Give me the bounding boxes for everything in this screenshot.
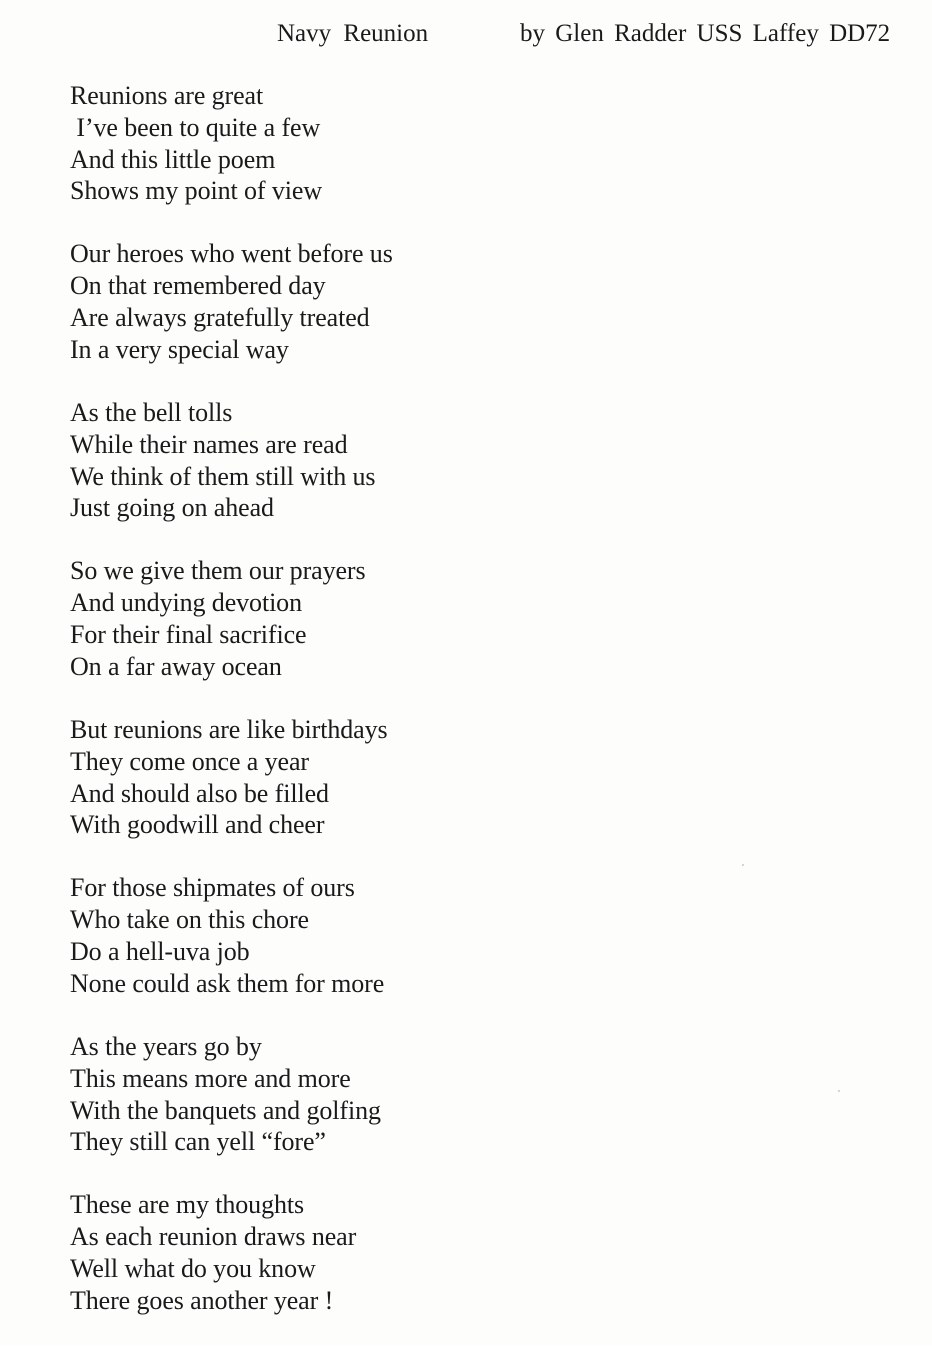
poem-line: As the years go by bbox=[70, 1031, 262, 1061]
poem-line: This means more and more bbox=[70, 1063, 351, 1093]
poem-line: None could ask them for more bbox=[70, 968, 385, 998]
scan-speck bbox=[742, 864, 744, 866]
poem-title: Navy Reunion bbox=[277, 20, 429, 47]
poem-line: And undying devotion bbox=[70, 588, 302, 618]
poem-line: With the banquets and golfing bbox=[70, 1095, 381, 1125]
poem-stanza bbox=[70, 1031, 570, 1158]
poem-stanza bbox=[70, 1189, 570, 1316]
poem-line: And should also be filled bbox=[70, 778, 329, 808]
poem-line: On that remembered day bbox=[70, 271, 326, 301]
poem-line: As each reunion draws near bbox=[70, 1222, 357, 1252]
poem-line: And this little poem bbox=[70, 144, 276, 174]
scan-speck bbox=[838, 1090, 840, 1092]
poem-line: Well what do you know bbox=[70, 1253, 316, 1283]
poem-line: Shows my point of view bbox=[70, 176, 323, 206]
poem-line: Who take on this chore bbox=[70, 905, 309, 935]
poem-line: Do a hell-uva job bbox=[70, 937, 250, 967]
poem-line: Are always gratefully treated bbox=[70, 303, 370, 333]
poem-line: On a far away ocean bbox=[70, 651, 282, 681]
poem-line: As the bell tolls bbox=[70, 397, 233, 427]
poem-line: There goes another year ! bbox=[70, 1285, 334, 1315]
poem-line: Our heroes who went before us bbox=[70, 239, 393, 269]
poem-stanza bbox=[70, 397, 570, 524]
poem-stanza bbox=[70, 238, 570, 365]
poem-line: While their names are read bbox=[70, 429, 348, 459]
poem-line: Just going on ahead bbox=[70, 493, 274, 523]
poem-line: But reunions are like birthdays bbox=[70, 714, 388, 744]
poem-line: So we give them our prayers bbox=[70, 556, 366, 586]
poem-line: Reunions are great bbox=[70, 81, 264, 110]
poem-stanza bbox=[70, 714, 570, 841]
document-header bbox=[0, 16, 932, 52]
poem-stanza bbox=[70, 555, 570, 682]
poem-line: For those shipmates of ours bbox=[70, 873, 355, 903]
poem-stanza bbox=[70, 872, 570, 999]
poem-line: I’ve been to quite a few bbox=[70, 112, 321, 142]
poem-byline: by Glen Radder USS Laffey DD72 bbox=[520, 20, 891, 47]
poem-line: We think of them still with us bbox=[70, 461, 376, 491]
poem-stanza bbox=[70, 80, 570, 207]
poem-line: They come once a year bbox=[70, 746, 309, 776]
poem-line: These are my thoughts bbox=[70, 1190, 305, 1220]
poem-body bbox=[70, 80, 570, 1348]
poem-line: They still can yell “fore” bbox=[70, 1127, 326, 1157]
poem-line: For their final sacrifice bbox=[70, 620, 307, 650]
poem-line: In a very special way bbox=[70, 334, 289, 364]
poem-line: With goodwill and cheer bbox=[70, 810, 325, 840]
